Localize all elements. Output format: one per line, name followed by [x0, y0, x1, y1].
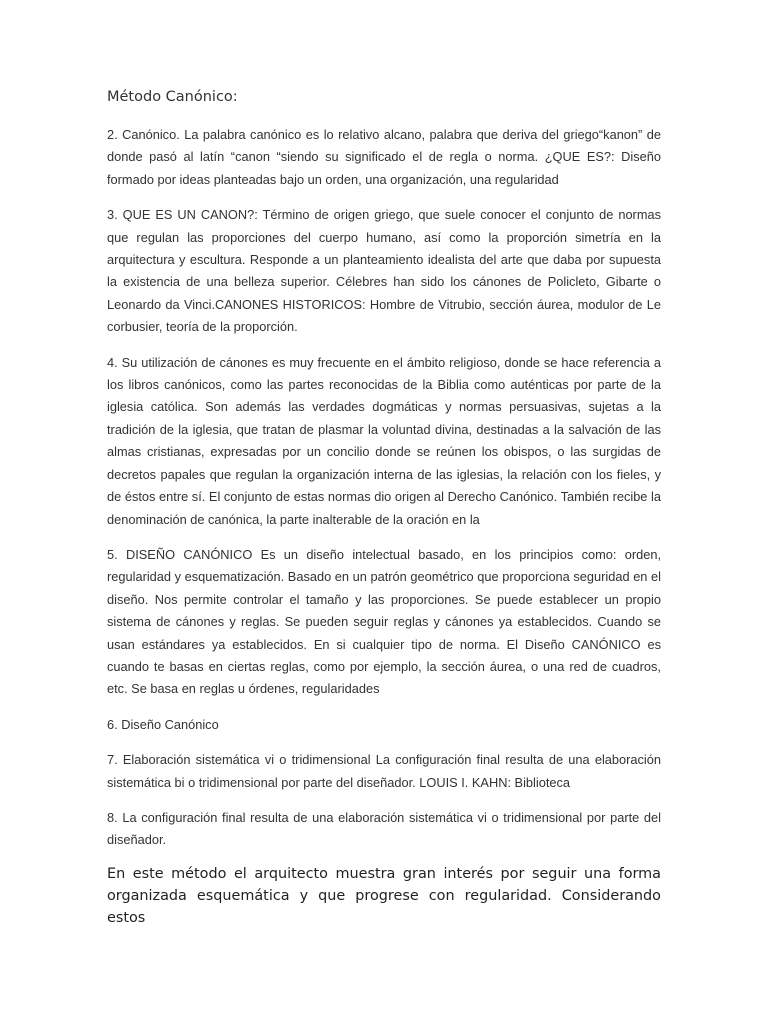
page-title: Método Canónico: [107, 89, 238, 105]
paragraph-7: 7. Elaboración sistemática vi o tridimensional La configuración final resulta de una elaboración sistemática bi o tridimensional por parte del diseñador. LOUIS I. KAHN: Biblioteca [107, 752, 661, 790]
document-body [107, 124, 661, 865]
paragraph-5: 5. DISEÑO CANÓNICO Es un diseño intelectual basado, en los principios como: orden, regularidad y esquematización. Basado en un patrón geométrico que proporciona seguridad en el diseño. Nos permite controlar el tamaño y las proporciones. Se puede establecer un propio sistema de cánones y reglas. Se pueden seguir reglas y cánones ya establecidos. Cuando se usan estándares ya establecidos. En si cualquier tipo de norma. El Diseño CANÓNICO es cuando te basas en ciertas reglas, como por ejemplo, la sección áurea, o una red de cuadros, etc. Se basa en reglas u órdenes, regularidades [107, 546, 661, 697]
paragraph-2: 2. Canónico. La palabra canónico es lo relativo alcano, palabra que deriva del griego“kanon” de donde pasó al latín “canon “siendo su significado el de regla o norma. ¿QUE ES?: Diseño formado por ideas planteadas bajo un orden, una organización, una regularidad [107, 127, 661, 187]
paragraph-4: 4. Su utilización de cánones es muy frecuente en el ámbito religioso, donde se hace referencia a los libros canónicos, como las partes reconocidas de la Biblia como auténticas por parte de la iglesia católica. Son además las verdades dogmáticas y normas persuasivas, sujetas a la tradición de la iglesia, que tratan de plasmar la voluntad divina, destinadas a la salvación de las almas cristianas, expresadas por un concilio donde se reúnen los obispos, o las surgidas de decretos papales que regulan la organización interna de las iglesias, la relación con los fieles, y de éstos entre sí. El conjunto de estas normas dio origen al Derecho Canónico. También recibe la denominación de canónica, la parte inalterable de la oración en la [107, 354, 661, 527]
paragraph-6: 6. Diseño Canónico [107, 716, 219, 732]
paragraph-8: 8. La configuración final resulta de una elaboración sistemática vi o tridimensional por parte del diseñador. [107, 809, 661, 848]
closing-paragraph: En este método el arquitecto muestra gran interés por seguir una forma organizada esquemática y que progrese con regularidad. Considerando estos [107, 866, 661, 926]
paragraph-3: 3. QUE ES UN CANON?: Término de origen griego, que suele conocer el conjunto de normas que regulan las proporciones del cuerpo humano, así como la proporción simetría en la arquitectura y escultura. Responde a un planteamiento idealista del arte que daba por supuesta la existencia de una belleza superior. Célebres han sido los cánones de Policleto, Gibarte o Leonardo da Vinci.CANONES HISTORICOS: Hombre de Vitrubio, sección áurea, modulor de Le corbusier, teoría de la proporción. [107, 207, 661, 335]
